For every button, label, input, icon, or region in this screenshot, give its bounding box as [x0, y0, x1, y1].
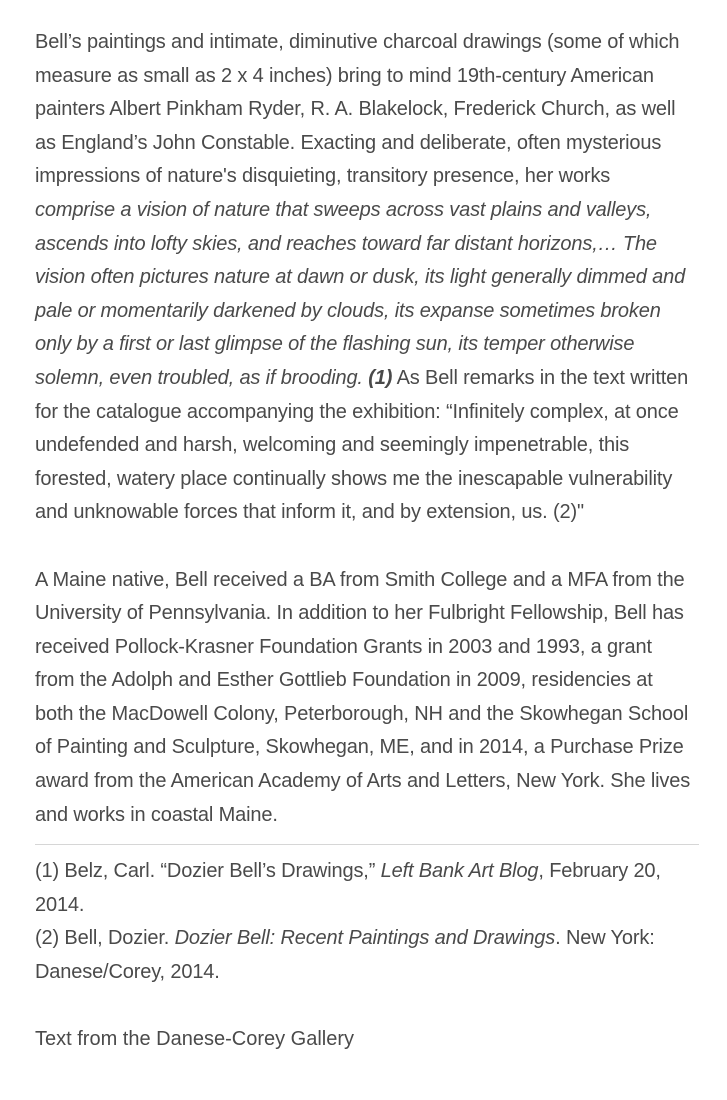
- footnote-1-prefix: (1) Belz, Carl. “Dozier Bell’s Drawings,”: [35, 860, 381, 883]
- footnote-2: [35, 922, 693, 989]
- body-paragraph-1: [35, 26, 693, 530]
- footnote-ref-1: (1): [368, 366, 393, 389]
- paragraph-1-text-start: Bell’s paintings and intimate, diminutive charcoal drawings (some of which measure as small as 2 x 4 inches) bring to mind 19th-century American painters Albert Pinkham Ryder, R. A. Blakelock, Frederick Church, as well as England’s John Constable. Exacting and deliberate, often mysterious impressions of nature's disquieting, transitory presence, her works: [35, 31, 680, 188]
- footnotes: [35, 855, 693, 989]
- body-paragraph-2: A Maine native, Bell received a BA from Smith College and a MFA from the University of Pennsylvania. In addition to her Fulbright Fellowship, Bell has received Pollock-Krasner Foundation Grants in 2003 and 1993, a grant from the Adolph and Esther Gottlieb Foundation in 2009, residencies at both the MacDowell Colony, Peterborough, NH and the Skowhegan School of Painting and Sculpture, Skowhegan, ME, and in 2014, a Purchase Prize award from the American Academy of Arts and Letters, New York. She lives and works in coastal Maine.: [35, 568, 691, 826]
- paragraph-1-text-end: As Bell remarks in the text written for the catalogue accompanying the exhibition: “Infinitely complex, at once undefended and harsh, welcoming and seemingly impenetrable, this forested, watery place continually shows me the inescapable vulnerability and unknowable forces that inform it, and by extension, us. (2)": [35, 366, 689, 524]
- footnote-1: [35, 855, 693, 922]
- footnote-2-suffix: . New York: Danese/Corey, 2014.: [35, 927, 655, 984]
- source-credit: Text from the Danese-Corey Gallery: [35, 1028, 355, 1051]
- quoted-passage: comprise a vision of nature that sweeps across vast plains and valleys, ascends into lofty skies, and reaches toward far distant horizons,… The vision often pictures nature at dawn or dusk, its light generally dimmed and pale or momentarily darkened by clouds, its expanse sometimes broken only by a first or last glimpse of the flashing sun, its temper otherwise solemn, even troubled, as if brooding.: [35, 198, 686, 389]
- footnote-divider: [35, 844, 699, 845]
- footnote-2-prefix: (2) Bell, Dozier.: [35, 927, 175, 950]
- footnote-1-suffix: , February 20, 2014.: [35, 860, 661, 916]
- footnote-1-title: Left Bank Art Blog: [380, 860, 539, 883]
- footnote-2-title: Dozier Bell: Recent Paintings and Drawings: [174, 927, 556, 950]
